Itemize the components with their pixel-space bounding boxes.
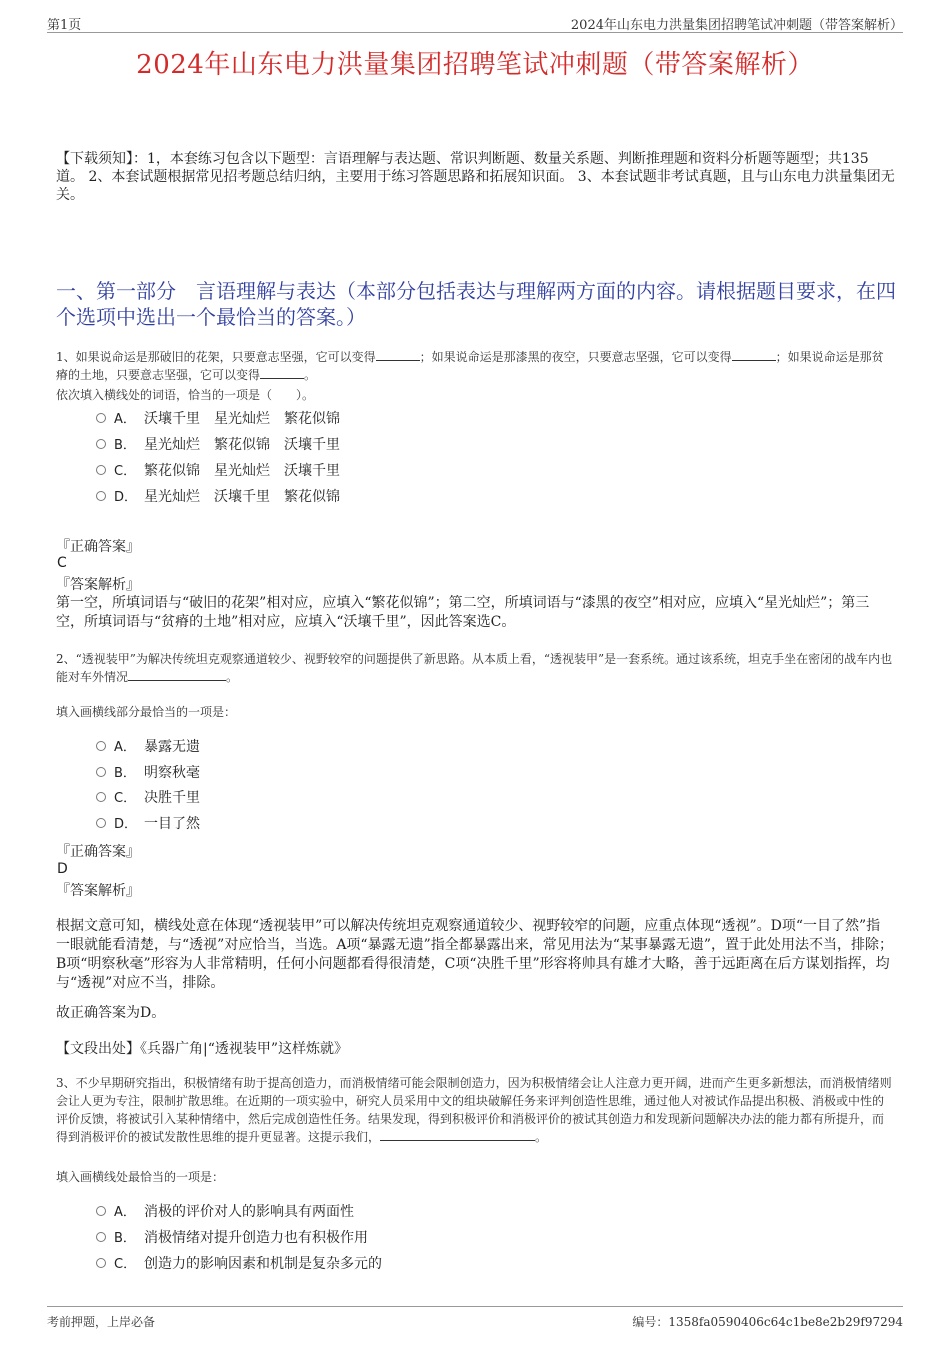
radio-icon[interactable] (96, 767, 106, 777)
radio-icon[interactable] (96, 1258, 106, 1268)
radio-icon[interactable] (96, 1232, 106, 1242)
q2-conclusion: 故正确答案为D。 (56, 1005, 166, 1021)
q2-option-b[interactable]: B． 明察秋毫 (96, 762, 200, 784)
radio-icon[interactable] (96, 818, 106, 828)
section-title: 一、第一部分 言语理解与表达（本部分包括表达与理解两方面的内容。请根据题目要求，在四个选项中选出一个最恰当的答案。） (56, 279, 896, 329)
q1-option-b[interactable]: B． 星光灿烂 繁花似锦 沃壤千里 (96, 434, 340, 456)
q2-option-c[interactable]: C． 决胜千里 (96, 787, 200, 809)
radio-icon[interactable] (96, 792, 106, 802)
header-doc-title: 2024年山东电力洪量集团招聘笔试冲刺题（带答案解析） (570, 18, 903, 33)
blank-line (128, 668, 226, 681)
q1-answer: C (57, 555, 67, 571)
header-page-number: 第1页 (47, 18, 82, 33)
blank-line (260, 366, 304, 379)
q3-option-b[interactable]: B． 消极情绪对提升创造力也有积极作用 (96, 1227, 368, 1249)
q2-answer: D (57, 861, 68, 877)
q3-option-c[interactable]: C． 创造力的影响因素和机制是复杂多元的 (96, 1253, 382, 1275)
q1-option-c[interactable]: C． 繁花似锦 星光灿烂 沃壤千里 (96, 460, 340, 482)
q1-analysis: 第一空，所填词语与“破旧的花架”相对应，应填入“繁花似锦”；第二空，所填词语与“漆黑的夜空”相对应，应填入“星光灿烂”；第三空，所填词语与“贫瘠的土地”相对应，应填入“沃壤千里”，因此答案选C。 (56, 595, 870, 630)
q2-option-a[interactable]: A． 暴露无遗 (96, 736, 200, 758)
q1-option-d[interactable]: D． 星光灿烂 沃壤千里 繁花似锦 (96, 486, 340, 508)
q1-option-a[interactable]: A． 沃壤千里 星光灿烂 繁花似锦 (96, 408, 340, 430)
q2-analysis-heading: 『答案解析』 (56, 883, 140, 899)
question-2-stem: 2、“透视装甲”为解决传统坦克观察通道较少、视野较窄的问题提供了新思路。从本质上看，“透视装甲”是一套系统。通过该系统，坦克手坐在密闭的战车内也能对车外情况 。 (56, 652, 893, 684)
q1-analysis-heading: 『答案解析』 (56, 577, 140, 593)
q2-option-d[interactable]: D． 一目了然 (96, 813, 200, 835)
q1-answer-heading: 『正确答案』 (56, 539, 140, 555)
q3-option-a[interactable]: A． 消极的评价对人的影响具有两面性 (96, 1201, 354, 1223)
radio-icon[interactable] (96, 741, 106, 751)
question-1-prompt: 依次填入横线处的词语，恰当的一项是（ ）。 (56, 388, 315, 402)
blank-line (380, 1128, 535, 1141)
radio-icon[interactable] (96, 465, 106, 475)
radio-icon[interactable] (96, 1206, 106, 1216)
document-title: 2024年山东电力洪量集团招聘笔试冲刺题（带答案解析） (136, 50, 814, 80)
radio-icon[interactable] (96, 491, 106, 501)
header-divider (47, 32, 903, 33)
footer-slogan: 考前押题，上岸必备 (47, 1315, 156, 1329)
question-3-stem: 3、不少早期研究指出，积极情绪有助于提高创造力，而消极情绪可能会限制创造力，因为积极情绪会让人注意力更开阔，进而产生更多新想法，而消极情绪则会让人更为专注，限制扩散思维。在近期的一项实验中，研究人员采用中文的组块破解任务来评判创造性思维，通过他人对被试作品提出积极、消极或中性的评价反馈，将被试引入某种情绪中，然后完成创造性任务。结果发现，得到积极评价和消极评价的被试其创造力和发现新问题解决办法的能力都有所提升，而得到消极评价的被试发散性思维的提升更显著。这提示我们， 。 (56, 1076, 892, 1144)
footer-divider (47, 1306, 903, 1307)
radio-icon[interactable] (96, 413, 106, 423)
radio-icon[interactable] (96, 439, 106, 449)
question-1-stem: 1、如果说命运是那破旧的花架，只要意志坚强，它可以变得 ；如果说命运是那漆黑的夜空，只要意志坚强，它可以变得 ；如果说命运是那贫瘠的土地，只要意志坚强，它可以变得 。 (56, 350, 884, 382)
footer-serial-number: 编号：1358fa0590406c64c1be8e2b29f97294 (632, 1315, 903, 1329)
download-notice: 【下载须知】：1，本套练习包含以下题型：言语理解与表达题、常识判断题、数量关系题、判断推理题和资料分析题等题型；共135道。 2、本套试题根据常见招考题总结归纳，主要用于练习答题思路和拓展知识面。 3、本套试题非考试真题，且与山东电力洪量集团无关。 (56, 151, 895, 203)
blank-line (376, 348, 420, 361)
q2-analysis: 根据文意可知，横线处意在体现“透视装甲”可以解决传统坦克观察通道较少、视野较窄的问题，应重点体现“透视”。D项“一目了然”指一眼就能看清楚，与“透视”对应恰当，当选。A项“暴露无遗”指全都暴露出来，常见用法为“某事暴露无遗”，置于此处用法不当，排除；B项“明察秋毫”形容为人非常精明，任何小问题都看得很清楚，C项“决胜千里”形容将帅具有雄才大略，善于远距离在后方谋划指挥，均与“透视”对应不当，排除。 (56, 918, 894, 991)
question-2-prompt: 填入画横线部分最恰当的一项是： (56, 705, 237, 719)
q2-source: 【文段出处】《兵器广角|“透视装甲”这样炼就》 (56, 1041, 349, 1057)
q2-answer-heading: 『正确答案』 (56, 844, 140, 860)
question-3-prompt: 填入画横线处最恰当的一项是： (56, 1170, 225, 1184)
blank-line (732, 348, 776, 361)
